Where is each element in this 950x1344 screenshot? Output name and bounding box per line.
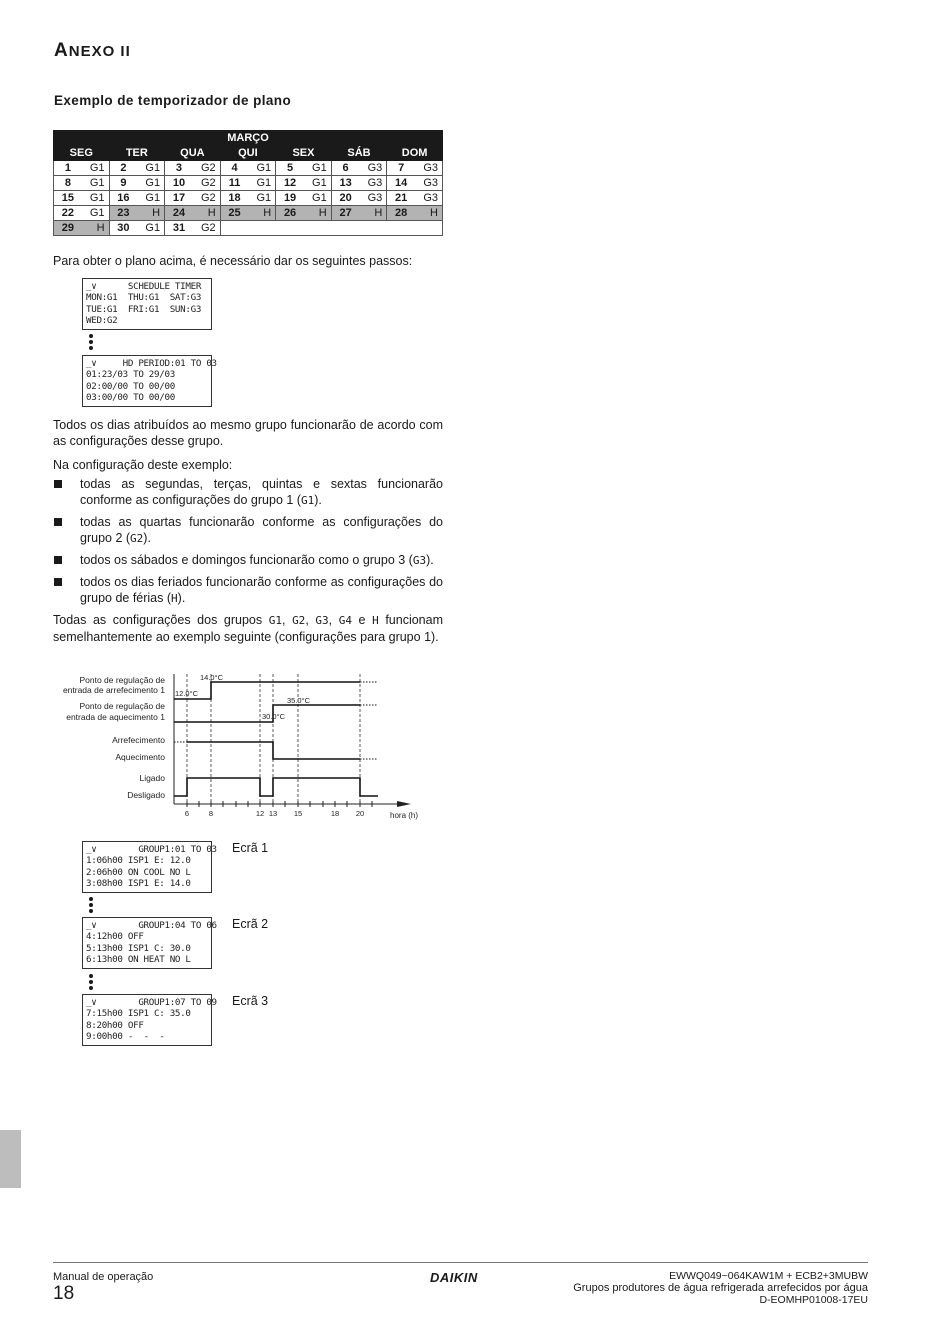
x-tick-15: 15	[293, 809, 303, 818]
continuation-dots	[89, 897, 93, 915]
calendar-day-group: G1	[137, 176, 164, 191]
x-tick-8: 8	[208, 809, 214, 818]
paragraph-groups: Todos os dias atribuídos ao mesmo grupo funcionarão de acordo com as configurações desse grupo.	[53, 418, 443, 448]
calendar-day-group: H	[304, 206, 331, 221]
paragraph-example: Na configuração deste exemplo:	[53, 458, 233, 472]
calendar-week-row	[54, 206, 443, 221]
calendar-day-header: TER	[109, 146, 165, 161]
calendar-day-group: G1	[137, 191, 164, 206]
bullet-square-icon	[54, 556, 62, 564]
calendar-day-number: 25	[220, 206, 248, 221]
label-cool-setpoint-2: entrada de arrefecimento 1	[62, 685, 165, 695]
calendar-day-group: H	[248, 206, 275, 221]
calendar-day-number: 5	[276, 161, 304, 176]
trace-mode	[187, 742, 360, 759]
footer-model: EWWQ049~064KAW1M + ECB2+3MUBW	[669, 1270, 868, 1282]
calendar-day-header: DOM	[387, 146, 443, 161]
label-cool-setpoint-1: Ponto de regulação de	[79, 675, 165, 685]
section-title: Exemplo de temporizador de plano	[54, 93, 292, 108]
calendar-day-number: 27	[331, 206, 359, 221]
calendar-day-number: 9	[109, 176, 137, 191]
timing-chart	[53, 670, 433, 825]
calendar-day-group: G3	[360, 191, 387, 206]
lcd-screen-3: _∨ GROUP1:07 TO 09 7:15h00 ISP1 C: 35.0 8:20h00 OFF 9:00h00 - - -	[82, 994, 212, 1046]
calendar-day-number: 23	[109, 206, 137, 221]
label-heating: Aquecimento	[115, 752, 165, 762]
calendar-day-group: G1	[82, 206, 109, 221]
calendar-month: MARÇO	[54, 131, 443, 146]
calendar-day-number: 8	[54, 176, 82, 191]
calendar-day-header: QUA	[165, 146, 221, 161]
lcd-screen-1: _∨ GROUP1:01 TO 03 1:06h00 ISP1 E: 12.0 2:06h00 ON COOL NO L 3:08h00 ISP1 E: 14.0	[82, 841, 212, 893]
calendar-day-number: 7	[387, 161, 415, 176]
calendar-day-group: H	[137, 206, 164, 221]
label-on: Ligado	[139, 773, 165, 783]
calendar-day-number: 14	[387, 176, 415, 191]
calendar-day-group: G3	[415, 176, 442, 191]
calendar-empty-cell	[220, 221, 442, 236]
bullet-square-icon	[54, 518, 62, 526]
calendar-day-number: 13	[331, 176, 359, 191]
calendar-day-number: 2	[109, 161, 137, 176]
calendar-day-group: G1	[304, 191, 331, 206]
calendar-day-number: 28	[387, 206, 415, 221]
trace-on-off	[174, 778, 378, 796]
footer-info	[573, 1270, 868, 1306]
x-tick-13: 13	[268, 809, 278, 818]
calendar-day-number: 10	[165, 176, 193, 191]
calendar-day-group: G2	[193, 161, 220, 176]
calendar-day-group: G1	[248, 176, 275, 191]
calendar-day-group: H	[193, 206, 220, 221]
calendar-day-group: G1	[304, 176, 331, 191]
x-tick-20: 20	[355, 809, 365, 818]
page-number: 18	[53, 1283, 75, 1304]
bullet-square-icon	[54, 578, 62, 586]
calendar-day-number: 16	[109, 191, 137, 206]
calendar-day-number: 17	[165, 191, 193, 206]
bullet-list	[53, 476, 443, 612]
calendar-day-number: 29	[54, 221, 82, 236]
calendar-day-group: G1	[82, 161, 109, 176]
side-tab	[0, 1130, 21, 1188]
footer-manual: Manual de operação	[53, 1271, 154, 1283]
calendar-day-number: 21	[387, 191, 415, 206]
calendar-day-number: 18	[220, 191, 248, 206]
label-heat-setpoint-1: Ponto de regulação de	[79, 701, 165, 711]
calendar-day-number: 4	[220, 161, 248, 176]
x-tick-6: 6	[184, 809, 190, 818]
calendar-day-number: 24	[165, 206, 193, 221]
screen-label-2: Ecrã 2	[232, 917, 269, 931]
calendar-day-header: SÁB	[331, 146, 387, 161]
screen-label-1: Ecrã 1	[232, 841, 269, 855]
calendar-day-group: H	[360, 206, 387, 221]
annotation-12c: 12.0°C	[175, 689, 199, 698]
footer-doc-code: D-EOMHP01008-17EU	[759, 1294, 868, 1306]
calendar-day-header: SEG	[54, 146, 110, 161]
calendar-day-number: 22	[54, 206, 82, 221]
lcd-screen-2: _∨ GROUP1:04 TO 06 4:12h00 OFF 5:13h00 ISP1 C: 30.0 6:13h00 ON HEAT NO L	[82, 917, 212, 969]
bullet-item: todas as quartas funcionarão conforme as configurações do grupo 2 (G2).	[53, 514, 443, 547]
x-tick-18: 18	[330, 809, 340, 818]
bullet-item: todos os dias feriados funcionarão conforme as configurações do grupo de férias (H).	[53, 574, 443, 607]
calendar-day-number: 12	[276, 176, 304, 191]
calendar-day-number: 15	[54, 191, 82, 206]
calendar-day-group: H	[415, 206, 442, 221]
calendar-day-number: 6	[331, 161, 359, 176]
calendar-day-group: G2	[193, 176, 220, 191]
calendar-day-number: 20	[331, 191, 359, 206]
screen-label-3: Ecrã 3	[232, 994, 269, 1008]
calendar-day-group: G2	[193, 221, 220, 236]
x-axis-arrow-icon	[397, 801, 411, 807]
intro-text: Para obter o plano acima, é necessário dar os seguintes passos:	[53, 254, 413, 268]
annotation-14c: 14.0°C	[200, 673, 224, 682]
calendar-day-group: G1	[248, 191, 275, 206]
calendar-table	[53, 130, 443, 236]
calendar-day-group: G3	[415, 191, 442, 206]
calendar-day-number: 26	[276, 206, 304, 221]
label-heat-setpoint-2: entrada de aquecimento 1	[66, 712, 165, 722]
calendar-day-group: G1	[82, 191, 109, 206]
calendar-day-group: G1	[248, 161, 275, 176]
calendar-week-row	[54, 191, 443, 206]
calendar-day-header: SEX	[276, 146, 332, 161]
calendar-day-number: 3	[165, 161, 193, 176]
calendar-day-group: G3	[360, 161, 387, 176]
calendar-day-number: 31	[165, 221, 193, 236]
calendar-week-row	[54, 176, 443, 191]
calendar-week-row	[54, 161, 443, 176]
trace-cool-setpoint	[174, 682, 360, 699]
annotation-30c: 30.0°C	[262, 712, 286, 721]
x-tick-12: 12	[255, 809, 265, 818]
continuation-dots	[89, 334, 93, 352]
annotation-35c: 35.0°C	[287, 696, 311, 705]
calendar-week-row	[54, 221, 443, 236]
calendar-day-number: 1	[54, 161, 82, 176]
bullet-item: todas as segundas, terças, quintas e sextas funcionarão conforme as configurações do grupo 1 (G1).	[53, 476, 443, 509]
continuation-dots	[89, 974, 93, 992]
calendar-day-header: QUI	[220, 146, 276, 161]
bullet-square-icon	[54, 480, 62, 488]
calendar-day-number: 19	[276, 191, 304, 206]
label-off: Desligado	[127, 790, 165, 800]
brand-logo: DAIKIN	[430, 1270, 478, 1285]
bullet-item: todos os sábados e domingos funcionarão como o grupo 3 (G3).	[53, 552, 443, 569]
calendar-day-group: G1	[304, 161, 331, 176]
lcd-holiday-period: _∨ HD PERIOD:01 TO 03 01:23/03 TO 29/03 02:00/00 TO 00/00 03:00/00 TO 00/00	[82, 355, 212, 407]
calendar-day-group: G1	[137, 161, 164, 176]
label-cooling: Arrefecimento	[112, 735, 165, 745]
calendar-day-number: 30	[109, 221, 137, 236]
calendar-day-group: G3	[360, 176, 387, 191]
calendar-day-group: H	[82, 221, 109, 236]
footer-divider	[53, 1262, 868, 1263]
paragraph-all-groups: Todas as configurações dos grupos G1, G2, G3, G4 e H funcionam semelhantemente ao exemplo seguinte (configurações para grupo 1).	[53, 613, 444, 644]
lcd-schedule-timer: _∨ SCHEDULE TIMER MON:G1 THU:G1 SAT:G3 TUE:G1 FRI:G1 SUN:G3 WED:G2	[82, 278, 212, 330]
calendar-day-number: 11	[220, 176, 248, 191]
calendar-day-group: G1	[82, 176, 109, 191]
annex-title: ANEXO II	[54, 40, 131, 61]
calendar-day-group: G1	[137, 221, 164, 236]
calendar-day-group: G2	[193, 191, 220, 206]
footer-description: Grupos produtores de água refrigerada arrefecidos por água	[573, 1282, 868, 1294]
calendar-day-group: G3	[415, 161, 442, 176]
x-axis-label: hora (h)	[390, 811, 419, 820]
